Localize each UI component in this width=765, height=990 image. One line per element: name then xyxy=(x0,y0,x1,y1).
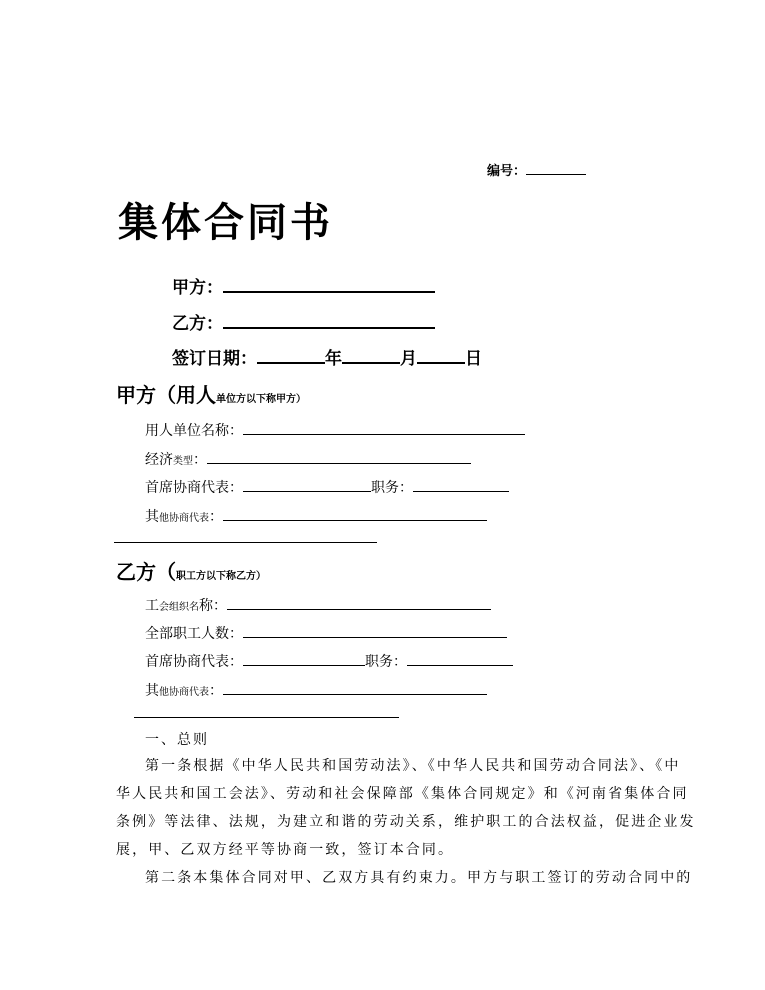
unit-name-label: 用人单位名称： xyxy=(145,423,243,439)
union-name-label-small: 会组织名 xyxy=(159,602,199,613)
document-number-label: 编号： xyxy=(487,164,527,179)
party-a-heading-note: 单位方以下称甲方） xyxy=(216,394,306,405)
a-other-reps-label-small: 他协商代表 xyxy=(159,513,209,524)
b-chief-rep-label: 首席协商代表： xyxy=(145,654,243,670)
cover-sign-date xyxy=(172,344,482,369)
cover-day-blank[interactable] xyxy=(417,360,465,364)
party-b-heading-note: 职工方以下称乙方） xyxy=(176,571,266,582)
cover-party-b xyxy=(172,309,435,334)
section-heading-general: 一、总则 xyxy=(145,732,209,748)
cover-party-b-label: 乙方： xyxy=(172,314,223,334)
party-b-total-workers xyxy=(145,623,507,643)
a-position-label: 职务： xyxy=(371,480,413,496)
party-b-union-name xyxy=(145,595,491,615)
econ-type-colon: ： xyxy=(193,452,207,468)
article1-line-4: 展，甲、乙双方经平等协商一致，签订本合同。 xyxy=(116,842,455,858)
document-number-blank[interactable] xyxy=(526,173,586,175)
total-workers-blank[interactable] xyxy=(243,636,507,638)
b-position-label: 职务： xyxy=(365,654,407,670)
a-chief-rep-blank[interactable] xyxy=(243,490,371,492)
party-a-heading xyxy=(116,379,306,408)
a-other-reps-label: 其 xyxy=(145,509,159,525)
total-workers-label: 全部职工人数： xyxy=(145,626,243,642)
article2-line-1: 第二条本集体合同对甲、乙双方具有约束力。甲方与职工签订的劳动合同中的 xyxy=(145,870,693,886)
party-b-heading xyxy=(116,556,266,585)
cover-party-b-blank[interactable] xyxy=(223,325,435,329)
party-b-continuation-line[interactable] xyxy=(134,717,399,718)
cover-day-label: 日 xyxy=(465,349,482,369)
a-other-reps-blank[interactable] xyxy=(223,519,487,521)
econ-type-label-small: 类型 xyxy=(173,456,193,467)
cover-party-a-blank[interactable] xyxy=(223,289,435,293)
party-b-other-reps xyxy=(145,680,487,700)
a-other-reps-colon: ： xyxy=(209,509,223,525)
b-other-reps-colon: ： xyxy=(209,683,223,699)
cover-party-a xyxy=(172,273,435,298)
b-other-reps-blank[interactable] xyxy=(223,693,487,695)
b-other-reps-label-small: 他协商代表 xyxy=(159,687,209,698)
party-b-chief-rep xyxy=(145,651,513,671)
party-a-econ-type xyxy=(145,449,471,469)
b-other-reps-label: 其 xyxy=(145,683,159,699)
union-name-colon: 称： xyxy=(199,598,227,614)
union-name-label: 工 xyxy=(145,598,159,614)
unit-name-blank[interactable] xyxy=(243,433,525,435)
b-position-blank[interactable] xyxy=(407,664,513,666)
party-a-unit-name xyxy=(145,420,525,440)
econ-type-blank[interactable] xyxy=(207,462,471,464)
b-chief-rep-blank[interactable] xyxy=(243,664,365,666)
cover-year-label: 年 xyxy=(325,349,342,369)
party-a-other-reps xyxy=(145,506,487,526)
page-title: 集体合同书 xyxy=(118,199,333,246)
article1-line-3: 条例》等法律、法规，为建立和谐的劳动关系，维护职工的合法权益，促进企业发 xyxy=(116,814,696,830)
a-position-blank[interactable] xyxy=(413,490,509,492)
cover-date-label: 签订日期： xyxy=(172,349,257,369)
article1-line-2: 华人民共和国工会法》、劳动和社会保障部《集体合同规定》和《河南省集体合同 xyxy=(116,786,689,802)
a-chief-rep-label: 首席协商代表： xyxy=(145,480,243,496)
union-name-blank[interactable] xyxy=(227,608,491,610)
party-b-heading-text: 乙方（ xyxy=(116,560,176,584)
cover-party-a-label: 甲方： xyxy=(172,278,223,298)
cover-year-blank[interactable] xyxy=(257,360,325,364)
cover-month-blank[interactable] xyxy=(342,360,400,364)
cover-month-label: 月 xyxy=(400,349,417,369)
article1-line-1: 第一条根据《中华人民共和国劳动法》、《中华人民共和国劳动合同法》、《中 xyxy=(145,758,681,774)
document-number xyxy=(487,160,586,179)
party-a-heading-text: 甲方（用人 xyxy=(116,383,216,407)
party-a-chief-rep xyxy=(145,477,509,497)
party-a-continuation-line[interactable] xyxy=(114,542,377,543)
econ-type-label: 经济 xyxy=(145,452,173,468)
